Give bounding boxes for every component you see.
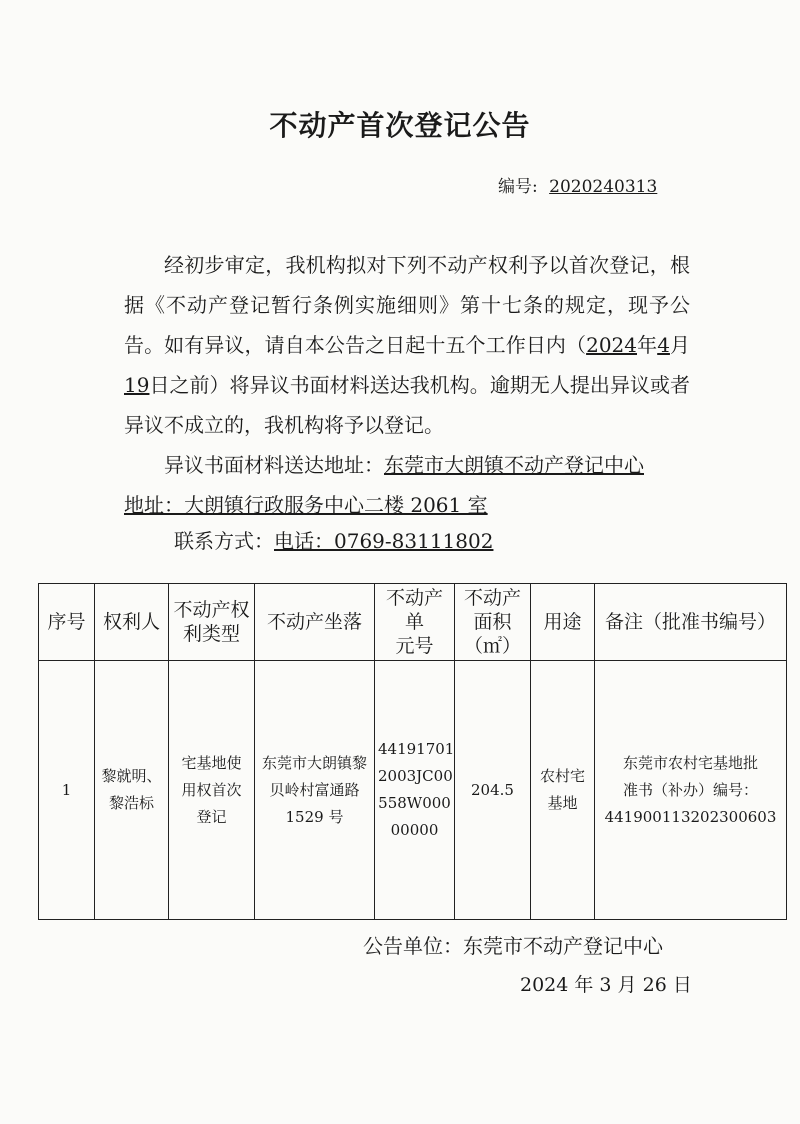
table-header-row — [39, 584, 787, 661]
objection-address-text: 地址：大朗镇行政服务中心二楼 2061 室 — [124, 493, 488, 517]
notice-number-value: 2020240313 — [549, 177, 658, 197]
header-area: 不动产 面积 （㎡） — [455, 584, 531, 661]
header-usage: 用途 — [531, 584, 595, 661]
deadline-day: 19 — [124, 373, 150, 397]
objection-address — [124, 445, 690, 525]
header-owner: 权利人 — [95, 584, 169, 661]
table-row — [39, 661, 787, 920]
contact-label: 联系方式： — [174, 529, 274, 553]
header-location: 不动产坐落 — [255, 584, 375, 661]
paragraph-text-c: 月 — [669, 333, 691, 357]
contact-phone: 电话：0769-83111802 — [274, 529, 494, 553]
notice-body — [124, 245, 690, 445]
paragraph-text-d: 日之前）将异议书面材料送达我机构。逾期无人提出异议或者异议不成立的，我机构将予以登记。 — [124, 373, 690, 437]
paragraph-text-b: 年 — [637, 333, 658, 357]
paragraph-text-a: 经初步审定，我机构拟对下列不动产权利予以首次登记，根据《不动产登记暂行条例实施细则》第十七条的规定，现予公告。如有异议，请自本公告之日起十五个工作日内（ — [124, 253, 690, 357]
page-title: 不动产首次登记公告 — [269, 109, 531, 142]
objection-org: 东莞市大朗镇不动产登记中心 — [384, 453, 644, 477]
deadline-month: 4 — [657, 333, 670, 357]
cell-right-type: 宅基地使 用权首次 登记 — [169, 661, 255, 920]
header-unit-no: 不动产单 元号 — [375, 584, 455, 661]
notice-paragraph — [124, 245, 690, 445]
cell-location: 东莞市大朗镇黎 贝岭村富通路 1529 号 — [255, 661, 375, 920]
cell-owner: 黎就明、 黎浩标 — [95, 661, 169, 920]
cell-remark: 东莞市农村宅基地批 准书（补办）编号： 441900113202300603 — [595, 661, 787, 920]
cell-seq: 1 — [39, 661, 95, 920]
cell-unit-no: 44191701 2003JC00 558W000 00000 — [375, 661, 455, 920]
cell-usage: 农村宅 基地 — [531, 661, 595, 920]
notice-number — [498, 172, 657, 197]
contact-info — [174, 525, 517, 554]
issue-date: 2024 年 3 月 26 日 — [520, 974, 692, 996]
header-right-type: 不动产权 利类型 — [169, 584, 255, 661]
notice-number-label: 编号: — [498, 177, 538, 197]
cell-area: 204.5 — [455, 661, 531, 920]
objection-label: 异议书面材料送达地址： — [164, 453, 384, 477]
issuing-unit: 公告单位：东莞市不动产登记中心 — [363, 934, 663, 958]
deadline-year: 2024 — [586, 333, 637, 357]
registration-table — [38, 583, 787, 920]
objection-address-line — [124, 485, 690, 525]
header-remark: 备注（批准书编号） — [595, 584, 787, 661]
objection-line — [124, 445, 690, 485]
header-seq: 序号 — [39, 584, 95, 661]
